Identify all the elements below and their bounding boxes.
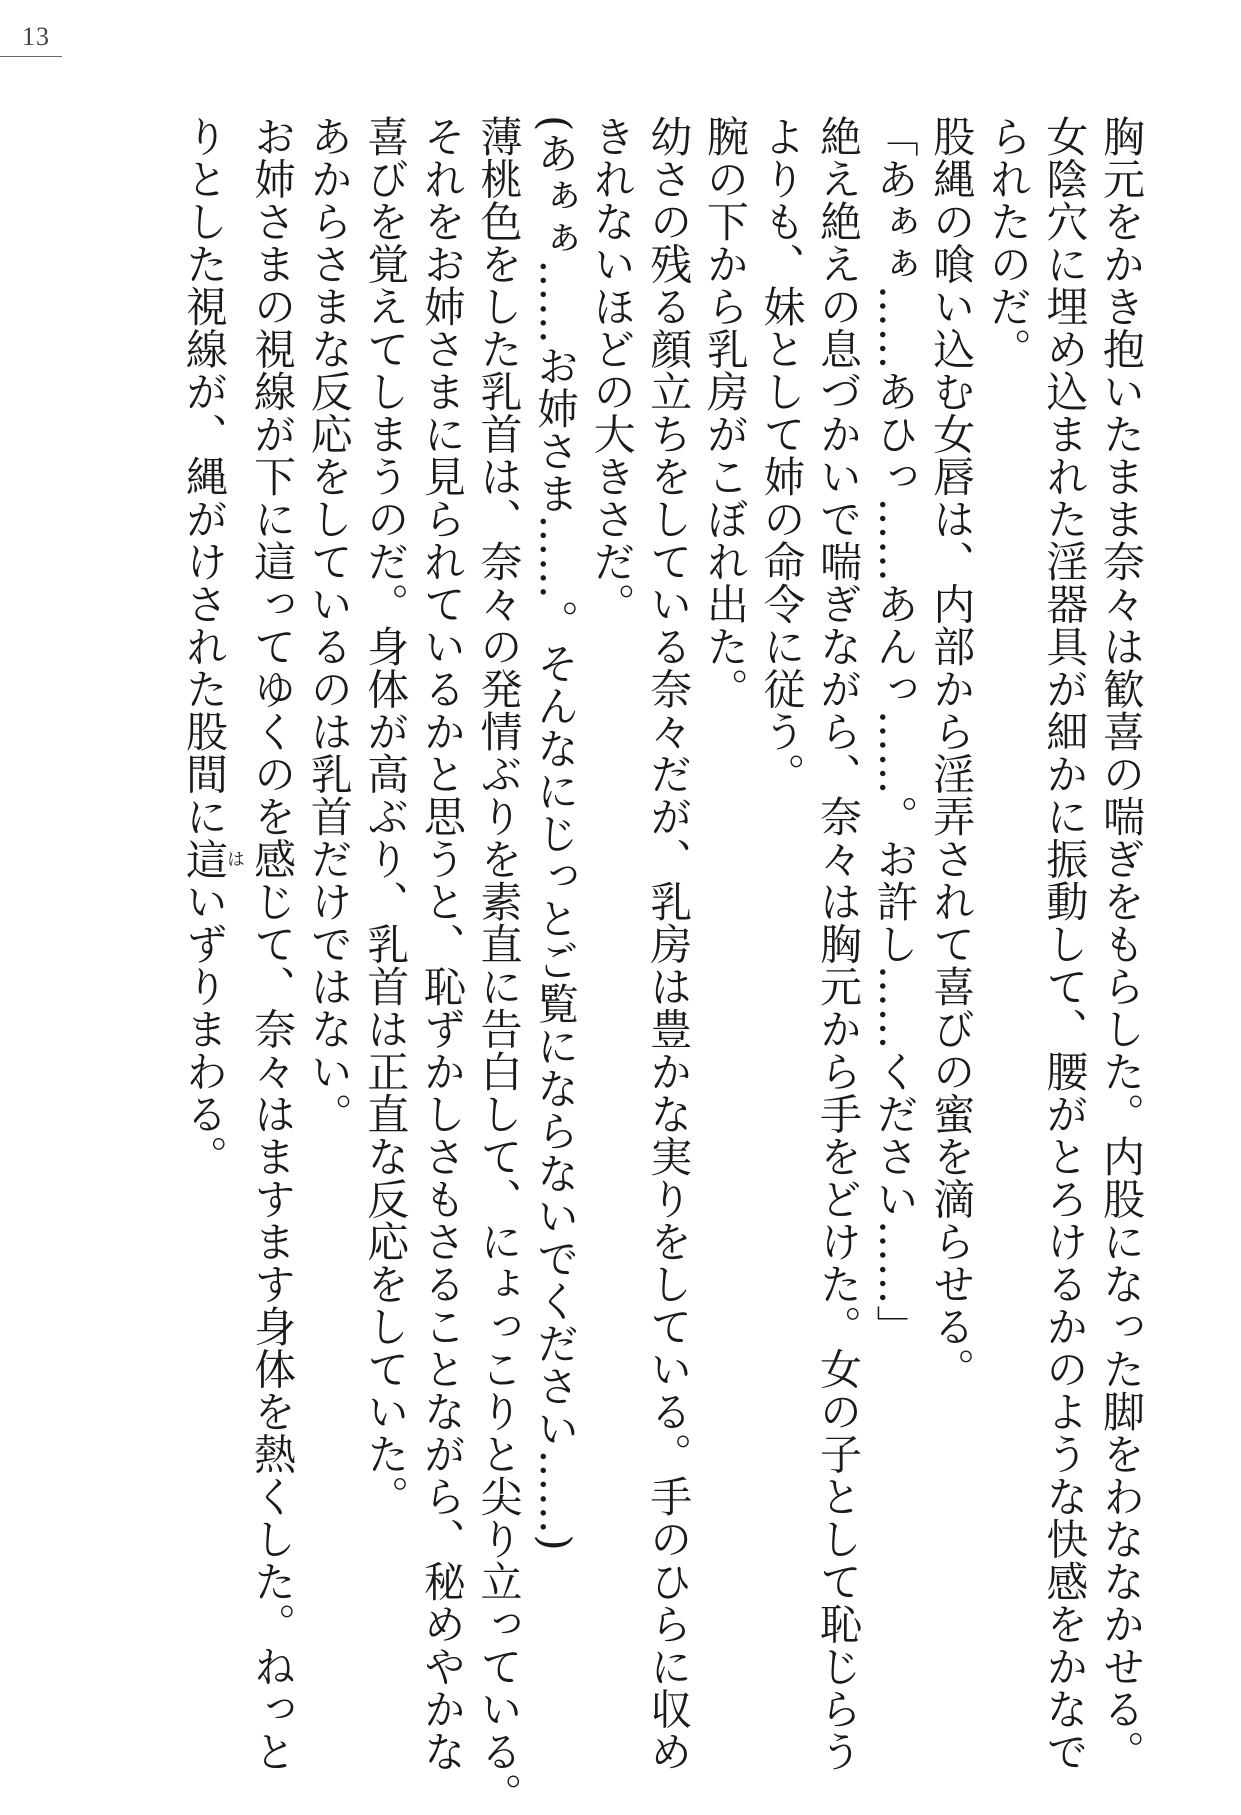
page-number: 13 [22, 22, 50, 51]
text-line-12: 薄桃色をした乳首は、奈々の発情ぶりを素直に告白して、にょっこりと尖り立っている。 [474, 115, 524, 1815]
body-text [175, 115, 1149, 1815]
text-line-2: 女陰穴に埋め込まれた淫器具が細かに振動して、腰がとろけるかのような快感をかなで [1040, 115, 1090, 1773]
text-line-8: 腕の下から乳房がこぼれ出た。 [700, 115, 750, 710]
furigana-ruby [180, 837, 245, 881]
text-line-15: あからさまな反応をしているのは乳首だけではない。 [304, 115, 354, 1135]
text-line-3: られたのだ。 [983, 115, 1033, 370]
text-line-7: よりも、妹として姉の命令に従う。 [757, 115, 807, 795]
text-line-17-before-ruby: りとした視線が、縄がけされた股間に [180, 115, 229, 838]
text-line-10: きれないほどの大きさだ。 [587, 115, 637, 625]
text-line-6: 絶え絶えの息づかいで喘ぎながら、奈々は胸元から手をどけた。女の子として恥じらう [814, 115, 864, 1773]
text-line-16: お姉さまの視線が下に這ってゆくのを感じて、奈々はますます身体を熱くした。ねっと [248, 115, 298, 1773]
text-line-5: 「あぁぁ……あひっ……あんっ……。お許し……ください……」 [870, 115, 920, 1348]
text-line-4: 股縄の喰い込む女唇は、内部から淫弄されて喜びの蜜を滴らせる。 [927, 115, 977, 1390]
page-number-rule [0, 56, 62, 57]
ruby-base: 這 [180, 837, 229, 880]
text-line-9: 幼さの残る顔立ちをしている奈々だが、乳房は豊かな実りをしている。手のひらに収め [644, 115, 694, 1773]
text-line-17-after-ruby: いずりまわる。 [180, 880, 229, 1178]
text-line-13: それをお姉さまに見られているかと思うと、恥ずかしさもさることながら、秘めやかな [417, 115, 467, 1773]
text-line-1: 胸元をかき抱いたまま奈々は歓喜の喘ぎをもらした。内股になった脚をわななかせる。 [1097, 115, 1146, 1773]
ruby-reading: は [224, 837, 245, 880]
text-line-11: (あぁぁ……お姉さま……。そんなにじっとご覧にならないでください……) [531, 115, 581, 1552]
text-line-17 [175, 115, 243, 1675]
text-line-14: 喜びを覚えてしまうのだ。身体が高ぶり、乳首は正直な反応をしていた。 [361, 115, 411, 1518]
